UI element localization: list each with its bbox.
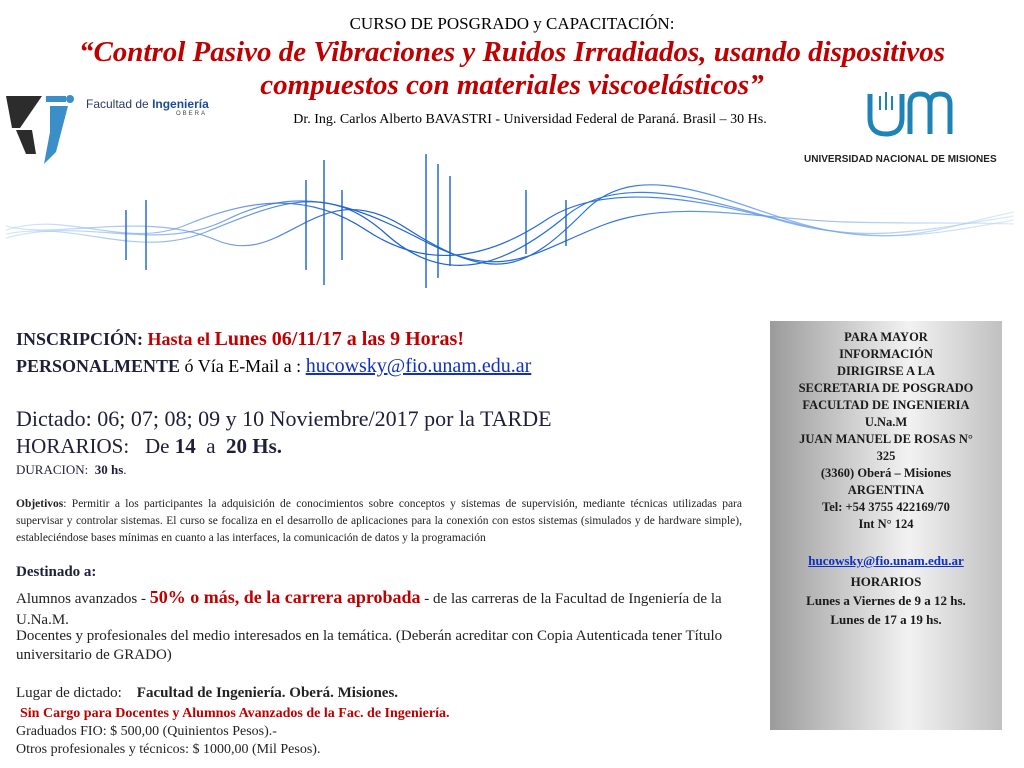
- duration-dot: .: [123, 462, 127, 477]
- course-title: “Control Pasivo de Vibraciones y Ruidos Irradiados, usando dispositivos compuestos con materiales viscoelásticos”: [78, 36, 946, 101]
- venue-line: [16, 685, 398, 702]
- audience-professionals: Docentes y profesionales del medio interesados en la temática. (Deberán acreditar con Copia Autenticada tener Título universitario de GRADO): [16, 628, 723, 663]
- students-prefix: Alumnos avanzados -: [16, 591, 146, 607]
- duration-value: 30 hs: [94, 462, 124, 477]
- info-line: FACULTAD DE INGENIERIA: [802, 398, 970, 412]
- objectives-text: : Permitir a los participantes la adquisición de conocimientos sobre conceptos y sistemas de supervisión, mediante técnicas utilizadas para supervisar y controlar sistemas. El curso se focaliza en el desarrollo de aplicaciones para la conexión con estos sistemas (simulados y de hardware simple), estableciéndose bases mínimas en cuanto a las interfaces, la comunicación de datos y la programación: [16, 498, 742, 544]
- university-logo-icon: [866, 88, 956, 140]
- course-label: CURSO DE POSGRADO y CAPACITACIÓN:: [349, 14, 675, 33]
- university-name: UNIVERSIDAD NACIONAL DE MISIONES: [804, 154, 997, 165]
- hours-end: 20 Hs.: [226, 434, 283, 458]
- free-for-line: Sin Cargo para Docentes y Alumnos Avanzados de la Fac. de Ingeniería.: [20, 706, 450, 721]
- office-hours-monday: Lunes de 17 a 19 hs.: [830, 612, 942, 627]
- objectives-paragraph: [16, 496, 742, 547]
- venue-value: Facultad de Ingeniería. Oberá. Misiones.: [136, 685, 399, 701]
- students-suffix: - de las carreras de la Facultad de Ingeniería de la U.Na.M.: [16, 591, 722, 628]
- office-hours-weekdays: Lunes a Viernes de 9 a 12 hs.: [806, 593, 966, 608]
- students-requirement: 50% o más, de la carrera aprobada: [149, 587, 421, 607]
- info-line: SECRETARIA DE POSGRADO: [798, 381, 974, 395]
- registration-mode: PERSONALMENTE: [16, 356, 181, 376]
- audience-heading: Destinado a:: [16, 564, 97, 580]
- info-line: 325: [876, 449, 896, 463]
- hours-from-word: De: [144, 434, 170, 458]
- objectives-label: Objetivos: [16, 498, 64, 510]
- info-line: DIRIGIRSE A LA: [837, 364, 935, 378]
- instructor-line: Dr. Ing. Carlos Alberto BAVASTRI - Universidad Federal de Paraná. Brasil – 30 Hs.: [293, 112, 767, 127]
- office-hours-title: HORARIOS: [850, 574, 922, 589]
- info-email-link[interactable]: hucowsky@fio.unam.edu.ar: [808, 553, 964, 568]
- info-box-lines: [770, 329, 1002, 533]
- others-fee: Otros profesionales y técnicos: $ 1000,00 (Mil Pesos).: [16, 742, 321, 757]
- info-line: JUAN MANUEL DE ROSAS N°: [799, 432, 973, 446]
- hours-start: 14: [174, 434, 196, 458]
- faculty-name: [86, 97, 209, 111]
- wave-banner-image: [6, 150, 1014, 290]
- info-line: Int N° 124: [858, 517, 914, 531]
- inscription-label: INSCRIPCIÓN:: [16, 329, 144, 349]
- info-line: U.Na.M: [864, 415, 908, 429]
- course-dates: Dictado: 06; 07; 08; 09 y 10 Noviembre/2017 por la TARDE: [16, 406, 552, 431]
- office-hours: [770, 572, 1002, 629]
- hours-label: HORARIOS:: [16, 434, 130, 458]
- faculty-city: OBERA: [176, 111, 208, 117]
- faculty-name-prefix: Facultad de: [86, 97, 149, 111]
- duration-label: DURACION:: [16, 462, 89, 477]
- registration-colon: :: [296, 356, 302, 376]
- registration-email-link[interactable]: hucowsky@fio.unam.edu.ar: [305, 355, 532, 377]
- info-line: INFORMACIÓN: [839, 347, 933, 361]
- course-duration: [16, 462, 127, 478]
- venue-label: Lugar de dictado:: [16, 685, 122, 701]
- info-line: ARGENTINA: [847, 483, 925, 497]
- inscription-line: [16, 328, 464, 351]
- course-hours: [16, 434, 282, 459]
- graduates-fee: Graduados FIO: $ 500,00 (Quinientos Pesos).-: [16, 724, 277, 739]
- faculty-name-bold: Ingeniería: [152, 97, 209, 111]
- registration-via: ó Vía E-Mail a: [184, 356, 292, 376]
- registration-method-line: [16, 355, 531, 378]
- deadline-prefix: Hasta el: [147, 329, 211, 349]
- audience-students: [16, 587, 746, 631]
- hours-to-word: a: [206, 434, 216, 458]
- deadline-date: Lunes 06/11/17 a las 9 Horas!: [214, 328, 464, 350]
- info-line: PARA MAYOR: [844, 330, 928, 344]
- info-line: Tel: +54 3755 422169/70: [822, 500, 950, 514]
- info-line: (3360) Oberá – Misiones: [820, 466, 952, 480]
